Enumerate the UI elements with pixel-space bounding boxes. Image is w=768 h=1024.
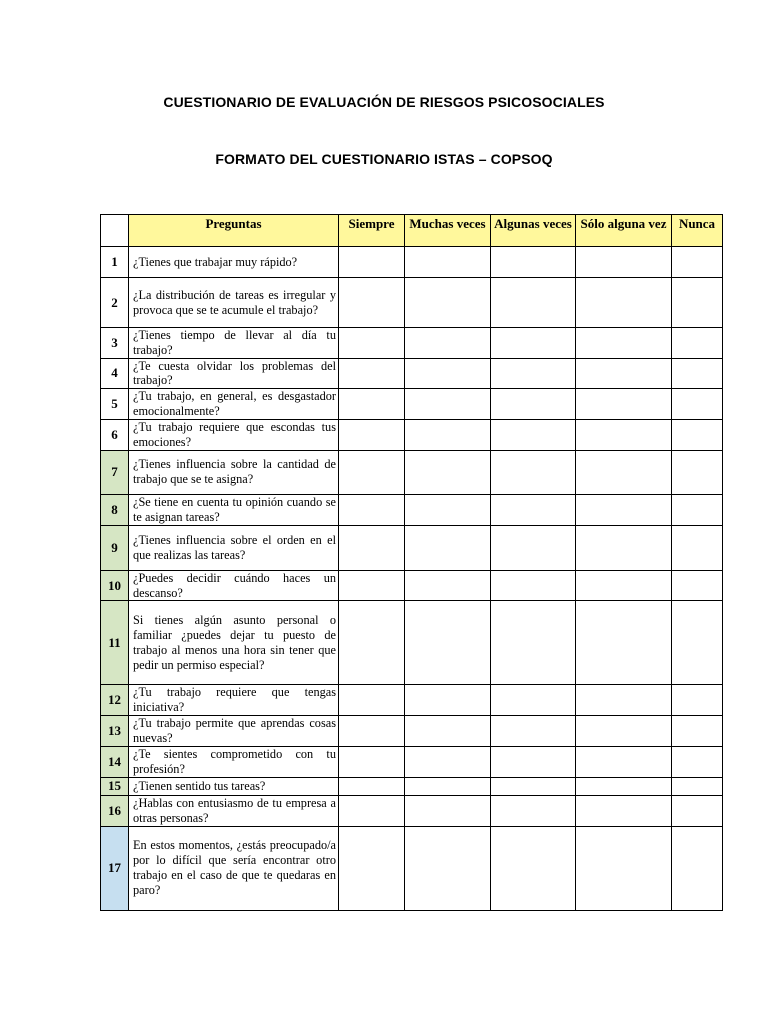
question-number: 12: [101, 685, 129, 716]
table-row: [101, 494, 723, 525]
answer-cell-always[interactable]: [339, 450, 405, 494]
answer-cell-always[interactable]: [339, 420, 405, 451]
answer-cell-sometimes[interactable]: [491, 358, 576, 389]
question-number: 16: [101, 795, 129, 826]
question-text: En estos momentos, ¿estás preocupado/a por lo difícil que sería encontrar otro trabajo en el caso de que te quedaras en paro?: [129, 826, 339, 910]
question-text: ¿Te sientes comprometido con tu profesión?: [129, 746, 339, 777]
answer-cell-always[interactable]: [339, 777, 405, 795]
question-number: 1: [101, 247, 129, 278]
answer-cell-sometimes[interactable]: [491, 525, 576, 570]
answer-cell-sometimes[interactable]: [491, 795, 576, 826]
answer-cell-rarely[interactable]: [576, 450, 672, 494]
answer-cell-rarely[interactable]: [576, 601, 672, 685]
answer-cell-sometimes[interactable]: [491, 685, 576, 716]
answer-cell-never[interactable]: [672, 525, 723, 570]
answer-cell-rarely[interactable]: [576, 746, 672, 777]
question-text: ¿Tu trabajo, en general, es desgastador emocionalmente?: [129, 389, 339, 420]
table-row: [101, 795, 723, 826]
answer-cell-never[interactable]: [672, 450, 723, 494]
question-text: Si tienes algún asunto personal o familiar ¿puedes dejar tu puesto de trabajo al menos una hora sin tener que pedir un permiso especial?: [129, 601, 339, 685]
table-row: [101, 247, 723, 278]
question-number: 13: [101, 715, 129, 746]
question-text: ¿Tienes influencia sobre el orden en el que realizas las tareas?: [129, 525, 339, 570]
answer-cell-sometimes[interactable]: [491, 494, 576, 525]
answer-cell-rarely[interactable]: [576, 777, 672, 795]
answer-cell-rarely[interactable]: [576, 525, 672, 570]
answer-cell-often[interactable]: [405, 494, 491, 525]
answer-cell-rarely[interactable]: [576, 494, 672, 525]
answer-cell-sometimes[interactable]: [491, 746, 576, 777]
question-text: ¿Tienes influencia sobre la cantidad de trabajo que se te asigna?: [129, 450, 339, 494]
question-text: ¿Hablas con entusiasmo de tu empresa a otras personas?: [129, 795, 339, 826]
answer-cell-always[interactable]: [339, 494, 405, 525]
question-number: 6: [101, 420, 129, 451]
answer-cell-always[interactable]: [339, 278, 405, 328]
answer-cell-sometimes[interactable]: [491, 420, 576, 451]
question-number: 7: [101, 450, 129, 494]
answer-cell-sometimes[interactable]: [491, 777, 576, 795]
question-number: 8: [101, 494, 129, 525]
questionnaire-table: [100, 214, 723, 911]
answer-cell-never[interactable]: [672, 420, 723, 451]
answer-cell-rarely[interactable]: [576, 420, 672, 451]
answer-cell-never[interactable]: [672, 570, 723, 601]
answer-cell-always[interactable]: [339, 389, 405, 420]
table-row: [101, 570, 723, 601]
answer-cell-never[interactable]: [672, 247, 723, 278]
answer-cell-often[interactable]: [405, 328, 491, 359]
answer-cell-often[interactable]: [405, 525, 491, 570]
answer-cell-rarely[interactable]: [576, 685, 672, 716]
question-number: 3: [101, 328, 129, 359]
answer-cell-rarely[interactable]: [576, 389, 672, 420]
answer-cell-never[interactable]: [672, 777, 723, 795]
answer-cell-never[interactable]: [672, 715, 723, 746]
answer-cell-often[interactable]: [405, 389, 491, 420]
question-text: ¿Tu trabajo requiere que escondas tus emociones?: [129, 420, 339, 451]
table-row: [101, 777, 723, 795]
answer-cell-never[interactable]: [672, 826, 723, 910]
answer-cell-never[interactable]: [672, 278, 723, 328]
header-never: Nunca: [672, 215, 723, 247]
answer-cell-sometimes[interactable]: [491, 601, 576, 685]
header-often: Muchas veces: [405, 215, 491, 247]
header-always: Siempre: [339, 215, 405, 247]
answer-cell-rarely[interactable]: [576, 278, 672, 328]
answer-cell-never[interactable]: [672, 358, 723, 389]
table-row: [101, 826, 723, 910]
answer-cell-often[interactable]: [405, 777, 491, 795]
answer-cell-never[interactable]: [672, 494, 723, 525]
answer-cell-always[interactable]: [339, 328, 405, 359]
answer-cell-sometimes[interactable]: [491, 450, 576, 494]
table-row: [101, 450, 723, 494]
table-row: [101, 328, 723, 359]
header-number-cell: [101, 215, 129, 247]
answer-cell-always[interactable]: [339, 746, 405, 777]
table-row: [101, 420, 723, 451]
answer-cell-sometimes[interactable]: [491, 328, 576, 359]
answer-cell-never[interactable]: [672, 328, 723, 359]
question-text: ¿Tienes que trabajar muy rápido?: [129, 247, 339, 278]
answer-cell-always[interactable]: [339, 247, 405, 278]
answer-cell-never[interactable]: [672, 601, 723, 685]
answer-cell-often[interactable]: [405, 247, 491, 278]
answer-cell-sometimes[interactable]: [491, 826, 576, 910]
document-title: CUESTIONARIO DE EVALUACIÓN DE RIESGOS PSICOSOCIALES: [163, 94, 605, 110]
question-number: 17: [101, 826, 129, 910]
answer-cell-sometimes[interactable]: [491, 570, 576, 601]
question-number: 2: [101, 278, 129, 328]
answer-cell-always[interactable]: [339, 795, 405, 826]
question-text: ¿Te cuesta olvidar los problemas del trabajo?: [129, 358, 339, 389]
answer-cell-rarely[interactable]: [576, 715, 672, 746]
answer-cell-rarely[interactable]: [576, 247, 672, 278]
answer-cell-always[interactable]: [339, 826, 405, 910]
question-text: ¿Tienen sentido tus tareas?: [129, 777, 339, 795]
answer-cell-never[interactable]: [672, 746, 723, 777]
answer-cell-always[interactable]: [339, 715, 405, 746]
answer-cell-always[interactable]: [339, 525, 405, 570]
answer-cell-often[interactable]: [405, 570, 491, 601]
answer-cell-rarely[interactable]: [576, 358, 672, 389]
question-number: 5: [101, 389, 129, 420]
answer-cell-often[interactable]: [405, 278, 491, 328]
answer-cell-rarely[interactable]: [576, 795, 672, 826]
header-sometimes: Algunas veces: [491, 215, 576, 247]
question-text: ¿Puedes decidir cuándo haces un descanso?: [129, 570, 339, 601]
answer-cell-sometimes[interactable]: [491, 389, 576, 420]
header-rarely: Sólo alguna vez: [576, 215, 672, 247]
answer-cell-often[interactable]: [405, 420, 491, 451]
question-text: ¿La distribución de tareas es irregular y provoca que se te acumule el trabajo?: [129, 278, 339, 328]
table-row: [101, 278, 723, 328]
answer-cell-never[interactable]: [672, 685, 723, 716]
answer-cell-always[interactable]: [339, 685, 405, 716]
answer-cell-rarely[interactable]: [576, 570, 672, 601]
question-number: 4: [101, 358, 129, 389]
table-row: [101, 685, 723, 716]
question-text: ¿Tu trabajo permite que aprendas cosas nuevas?: [129, 715, 339, 746]
answer-cell-sometimes[interactable]: [491, 715, 576, 746]
question-number: 15: [101, 777, 129, 795]
table-row: [101, 601, 723, 685]
question-text: ¿Se tiene en cuenta tu opinión cuando se te asignan tareas?: [129, 494, 339, 525]
table-row: [101, 715, 723, 746]
answer-cell-often[interactable]: [405, 826, 491, 910]
table-row: [101, 525, 723, 570]
answer-cell-often[interactable]: [405, 715, 491, 746]
answer-cell-always[interactable]: [339, 358, 405, 389]
table-row: [101, 746, 723, 777]
answer-cell-always[interactable]: [339, 570, 405, 601]
question-number: 14: [101, 746, 129, 777]
header-row: [101, 215, 723, 247]
answer-cell-often[interactable]: [405, 358, 491, 389]
answer-cell-often[interactable]: [405, 795, 491, 826]
answer-cell-often[interactable]: [405, 601, 491, 685]
document-subtitle: FORMATO DEL CUESTIONARIO ISTAS – COPSOQ: [215, 151, 553, 167]
question-text: ¿Tienes tiempo de llevar al día tu trabajo?: [129, 328, 339, 359]
answer-cell-never[interactable]: [672, 389, 723, 420]
question-number: 11: [101, 601, 129, 685]
table-row: [101, 358, 723, 389]
header-question: Preguntas: [129, 215, 339, 247]
answer-cell-never[interactable]: [672, 795, 723, 826]
answer-cell-often[interactable]: [405, 450, 491, 494]
table-row: [101, 389, 723, 420]
answer-cell-often[interactable]: [405, 746, 491, 777]
answer-cell-always[interactable]: [339, 601, 405, 685]
question-number: 9: [101, 525, 129, 570]
answer-cell-rarely[interactable]: [576, 826, 672, 910]
answer-cell-sometimes[interactable]: [491, 247, 576, 278]
question-number: 10: [101, 570, 129, 601]
question-text: ¿Tu trabajo requiere que tengas iniciativa?: [129, 685, 339, 716]
answer-cell-sometimes[interactable]: [491, 278, 576, 328]
answer-cell-often[interactable]: [405, 685, 491, 716]
answer-cell-rarely[interactable]: [576, 328, 672, 359]
